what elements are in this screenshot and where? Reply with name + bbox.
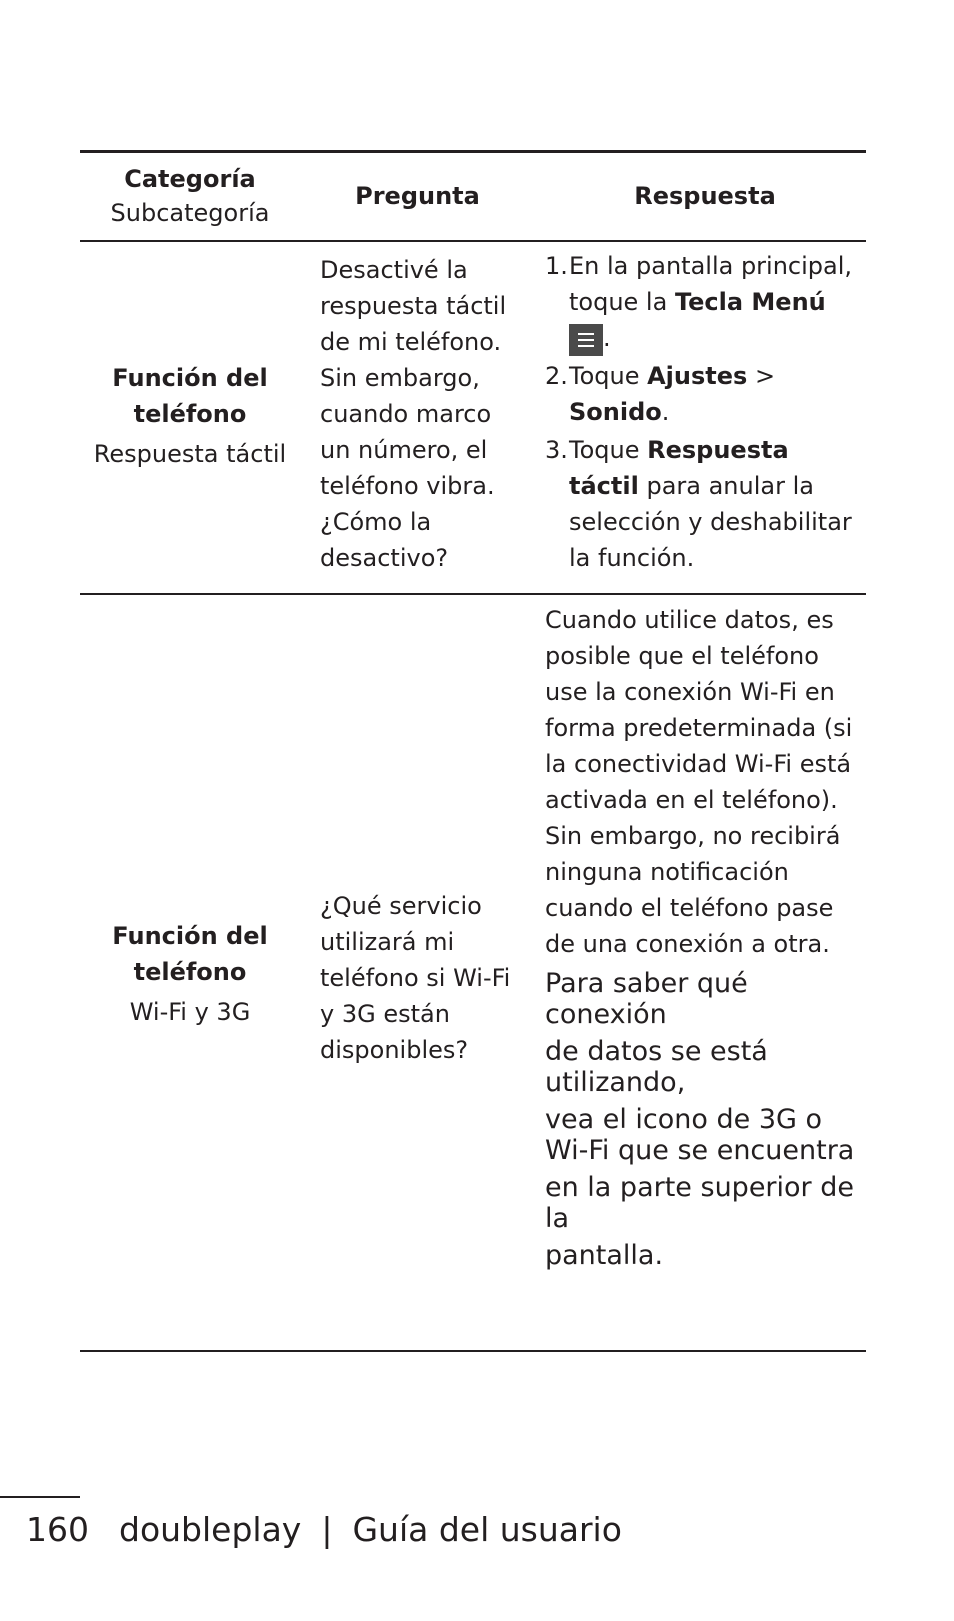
row1-subcategory: Respuesta táctil xyxy=(93,440,287,468)
row1-step-3 xyxy=(545,432,865,576)
header-category xyxy=(80,150,300,242)
step-text: . xyxy=(603,324,611,352)
step-text: Toque xyxy=(569,362,648,390)
row1-step-2 xyxy=(545,358,865,430)
menu-key-icon xyxy=(569,324,603,356)
table-bottom-rule xyxy=(80,1350,866,1352)
row1-question: Desactivé la respuesta táctil de mi teléfono. Sin embargo, cuando marco un número, el teléfono vibra. ¿Cómo la desactivo? xyxy=(320,256,507,572)
step-number: 3. xyxy=(545,436,568,464)
step-bold: Tecla Menú xyxy=(674,288,826,316)
row1-step-1 xyxy=(545,248,865,356)
header-question xyxy=(320,150,515,242)
row2-answer-extra-4: en la parte superior de la xyxy=(545,1172,854,1234)
row2-subcategory: Wi-Fi y 3G xyxy=(129,998,251,1026)
row1-category: Función del teléfono xyxy=(112,364,268,428)
header-rule xyxy=(80,240,866,242)
header-question-label: Pregunta xyxy=(355,182,480,210)
step-text: Toque xyxy=(569,436,648,464)
row2-answer-extra-3: vea el icono de 3G o Wi-Fi que se encuentra xyxy=(545,1104,855,1166)
row2-answer-extra-2: de datos se está utilizando, xyxy=(545,1036,768,1098)
step-bold: Ajustes xyxy=(647,362,748,390)
row-rule xyxy=(80,593,866,595)
step-bold: Sonido xyxy=(569,398,662,426)
step-text: > xyxy=(747,362,776,390)
step-number: 1. xyxy=(545,252,568,280)
step-text: En la pantalla principal, toque la xyxy=(569,252,853,316)
row2-answer-extra-1: Para saber qué conexión xyxy=(545,968,748,1030)
row2-question: ¿Qué servicio utilizará mi teléfono si Wi-Fi y 3G están disponibles? xyxy=(320,892,511,1064)
row2-category-cell xyxy=(80,918,300,1030)
row2-answer-extra-5: pantalla. xyxy=(545,1240,664,1271)
header-subcategory-label: Subcategoría xyxy=(110,199,270,227)
row1-answer xyxy=(545,248,865,576)
row2-category: Función del teléfono xyxy=(112,922,268,986)
header-answer xyxy=(545,150,865,242)
guide-title: Guía del usuario xyxy=(352,1510,622,1549)
footer-rule xyxy=(0,1496,80,1498)
product-name: doubleplay xyxy=(119,1510,302,1549)
footer-separator: | xyxy=(321,1510,333,1549)
page-footer xyxy=(26,1510,622,1550)
step-text: para anular la selección y deshabilitar la función. xyxy=(569,472,852,572)
step-number: 2. xyxy=(545,362,568,390)
row2-answer-main: Cuando utilice datos, es posible que el teléfono use la conexión Wi-Fi en forma predeterminada (si la conectividad Wi-Fi está activada en el teléfono). Sin embargo, no recibirá ninguna notificación cuando el teléfono pase de una conexión a otra. xyxy=(545,606,853,958)
row2-answer xyxy=(545,602,865,1271)
page-number: 160 xyxy=(26,1510,89,1549)
step-bold: Respuesta táctil xyxy=(569,436,789,500)
header-category-label: Categoría xyxy=(124,165,256,193)
row1-category-cell xyxy=(80,360,300,472)
step-text: . xyxy=(661,398,670,426)
header-answer-label: Respuesta xyxy=(634,182,776,210)
